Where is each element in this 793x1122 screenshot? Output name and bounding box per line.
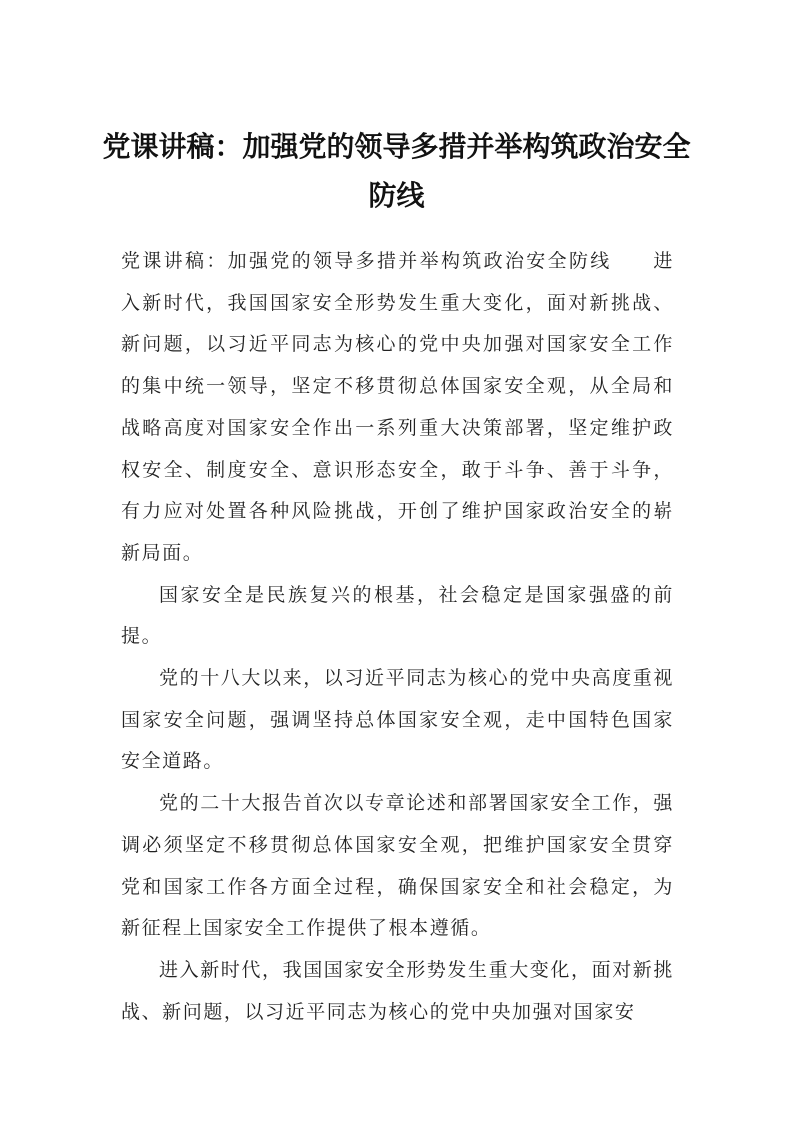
- document-body: [121, 241, 674, 1033]
- lead-text: 进入新时代，我国国家安全形势发生重大变化，面对新挑战、新问题，以习近平同志为核心的党中央加强对国家安全工作的集中统一领导，坚定不移贯彻总体国家安全观，从全局和战略高度对国家安全作出一系列重大决策部署，坚定维护政权安全、制度安全、意识形态安全，敢于斗争、善于斗争，有力应对处置各种风险挑战，开创了维护国家政治安全的崭新局面。: [121, 250, 674, 564]
- paragraph-3: 党的二十大报告首次以专章论述和部署国家安全工作，强调必须坚定不移贯彻总体国家安全观，把维护国家安全贯穿党和国家工作各方面全过程，确保国家安全和社会稳定，为新征程上国家安全工作提供了根本遵循。: [121, 792, 674, 940]
- document-title: 党课讲稿：加强党的领导多措并举构筑政治安全防线: [102, 130, 691, 212]
- paragraph-1: 国家安全是民族复兴的根基，社会稳定是国家强盛的前提。: [121, 583, 674, 648]
- paragraph-4: 进入新时代，我国国家安全形势发生重大变化，面对新挑战、新问题，以习近平同志为核心的党中央加强对国家安: [121, 958, 674, 1023]
- lead-paragraph: [121, 241, 674, 575]
- lead-title: 党课讲稿：加强党的领导多措并举构筑政治安全防线: [121, 250, 612, 272]
- paragraph-2: 党的十八大以来，以习近平同志为核心的党中央高度重视国家安全问题，强调坚持总体国家安全观，走中国特色国家安全道路。: [121, 667, 674, 773]
